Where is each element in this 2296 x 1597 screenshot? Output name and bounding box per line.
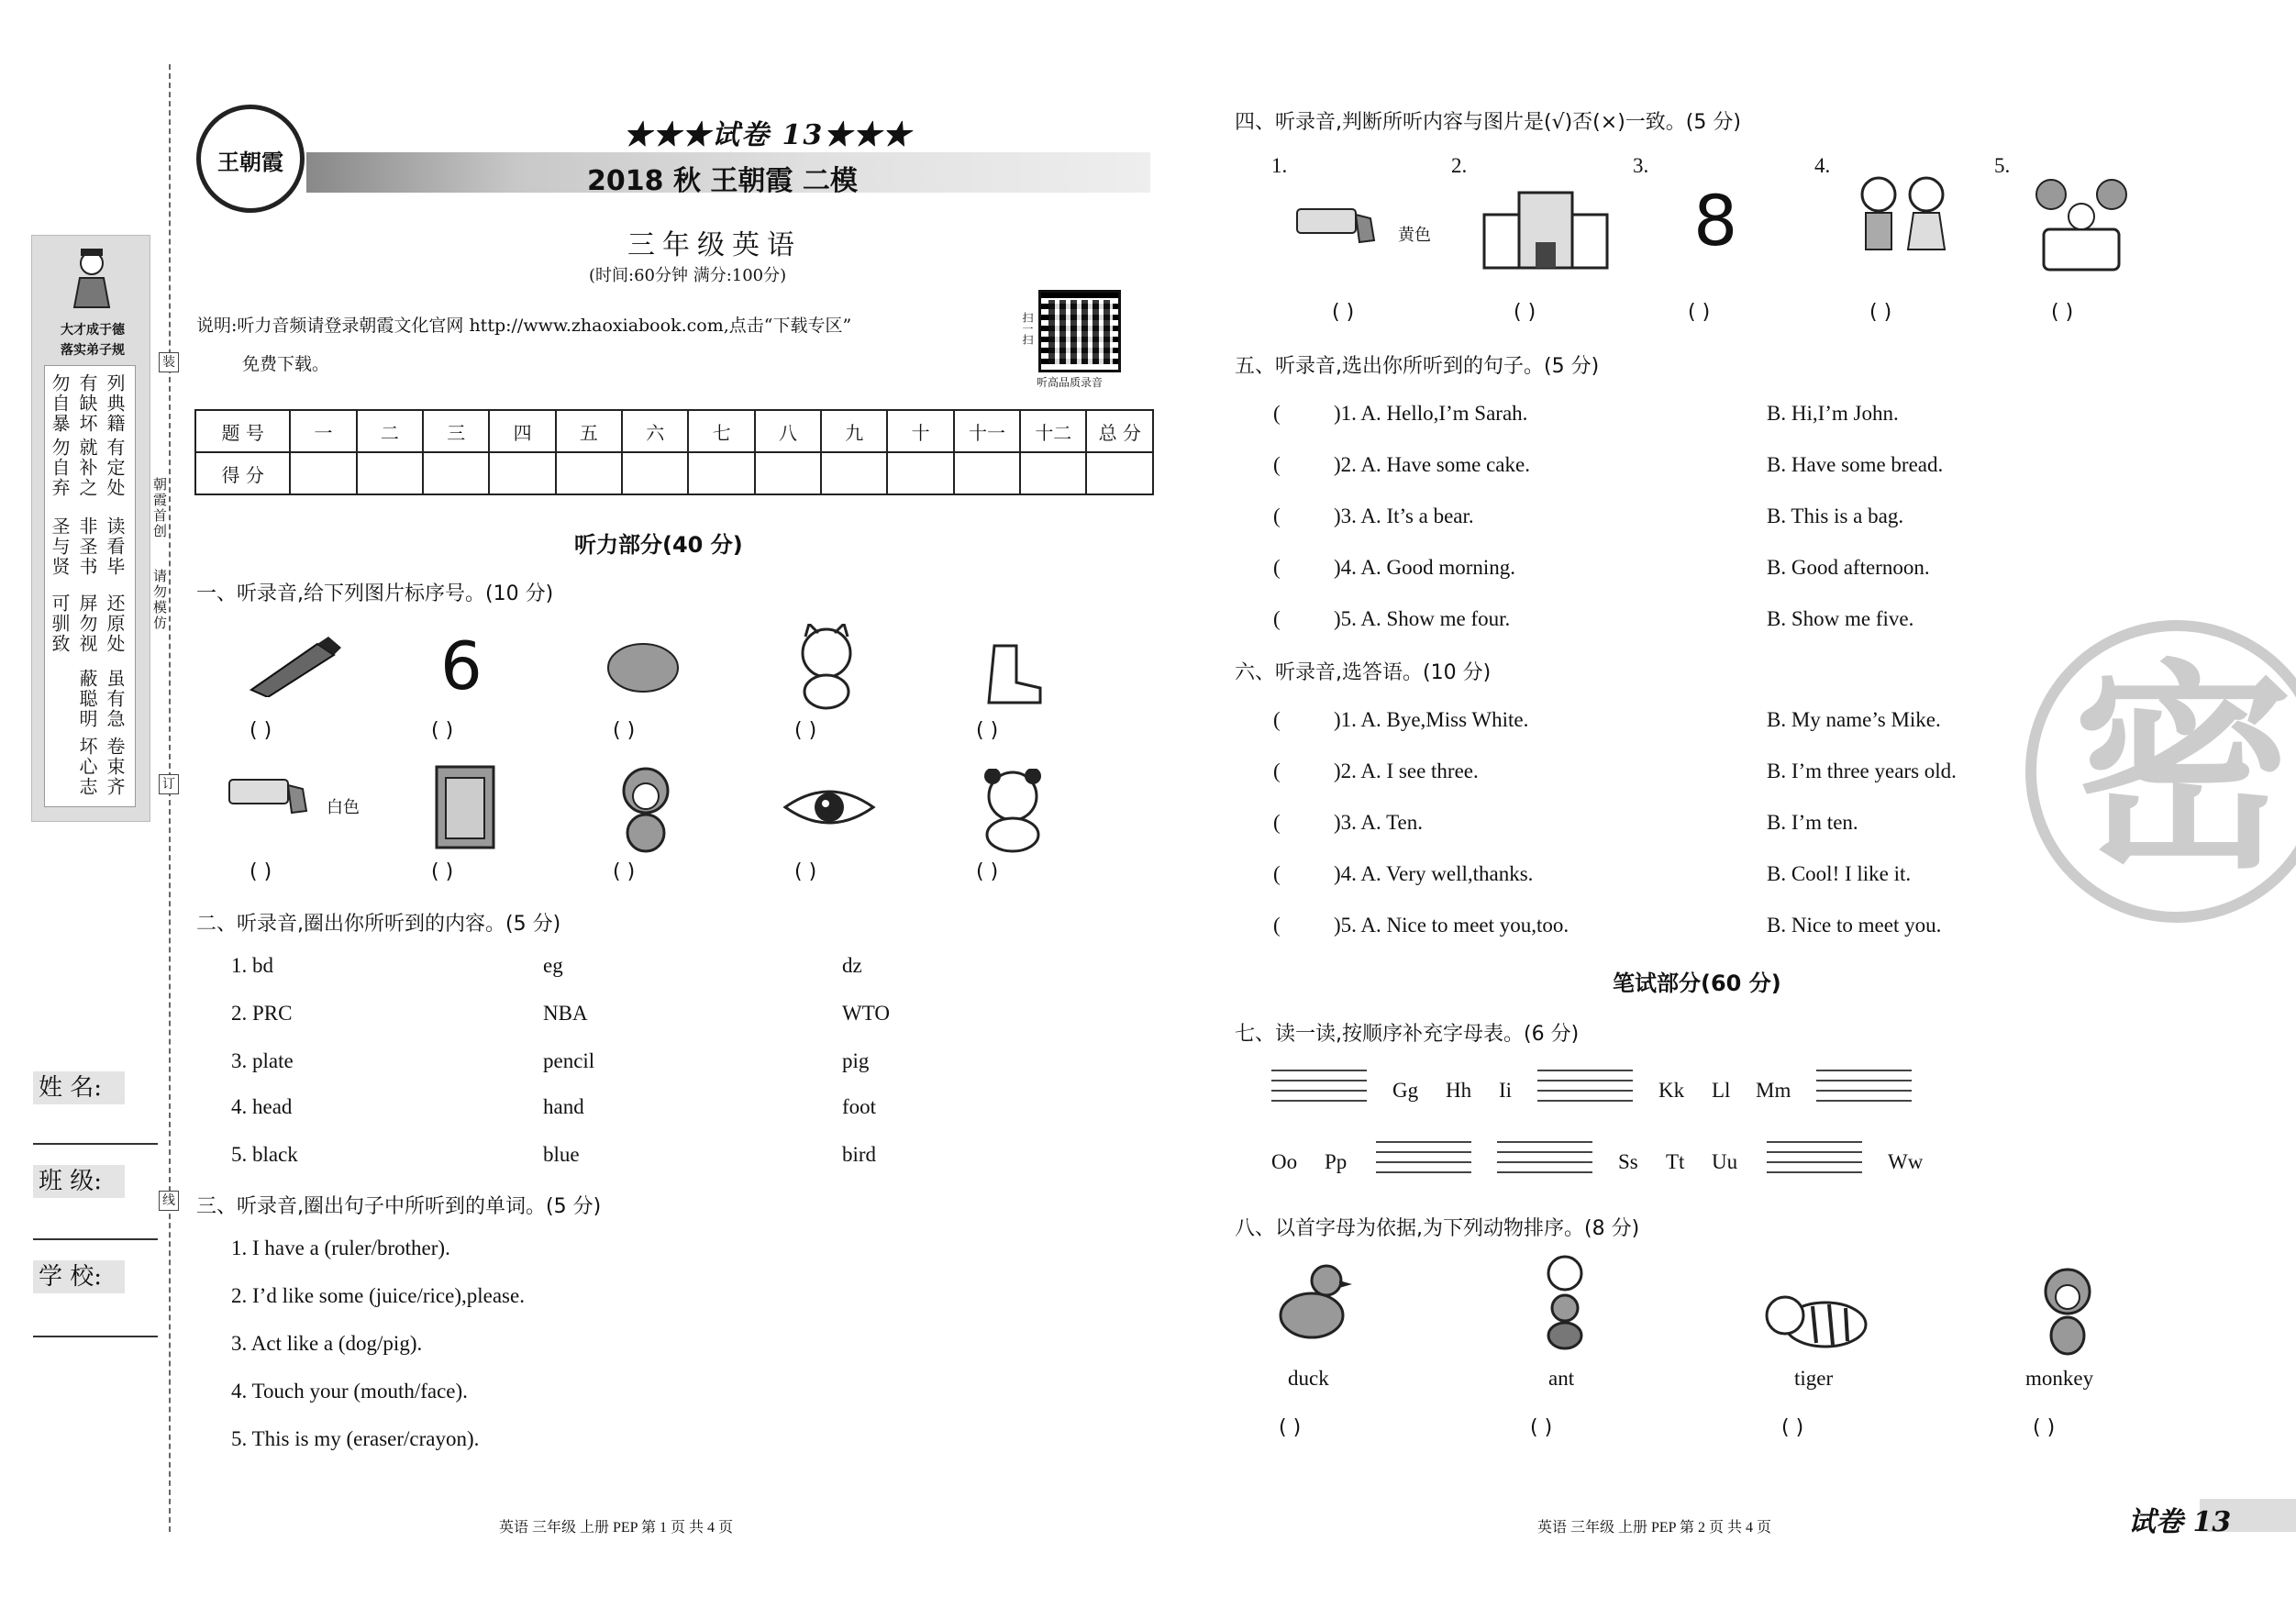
monkey-icon — [2031, 1266, 2104, 1359]
animal-name: tiger — [1794, 1367, 1834, 1390]
proverb-column: 圣与贤 — [49, 516, 71, 577]
score-cell[interactable] — [1086, 452, 1153, 494]
table-cell: 十二 — [1020, 410, 1086, 452]
table-cell: 得 分 — [195, 452, 290, 494]
q6-option-b[interactable]: B. My name’s Mike. — [1767, 708, 1941, 731]
q2-option[interactable]: hand — [543, 1095, 584, 1118]
answer-paren[interactable]: ( ) — [1530, 1416, 1553, 1439]
exam-title: 2018 秋 王朝霞 二模 — [587, 165, 858, 197]
cut-mark: 线 — [159, 1191, 179, 1211]
alphabet-blank[interactable] — [1537, 1070, 1633, 1110]
q4-number: 3. — [1633, 154, 1649, 177]
subject-title: 三年级英语 — [627, 229, 802, 261]
school-field-line[interactable] — [33, 1336, 158, 1337]
q4-number: 5. — [1994, 154, 2011, 177]
q6-option-a[interactable]: )2. A. I see three. — [1334, 760, 1479, 782]
q2-option[interactable]: foot — [842, 1095, 877, 1118]
class-field-label: 班 级: — [33, 1165, 125, 1198]
answer-paren[interactable]: ( ) — [794, 719, 817, 742]
score-cell[interactable] — [954, 452, 1020, 494]
q6-option-b[interactable]: B. Cool! I like it. — [1767, 862, 1912, 885]
q5-option-a[interactable]: )1. A. Hello,I’m Sarah. — [1334, 402, 1528, 425]
q5-paren[interactable]: ( — [1273, 607, 1281, 630]
margin-note: 朝霞首创 — [151, 477, 168, 539]
eye-icon — [782, 782, 877, 837]
foot-icon — [980, 642, 1044, 710]
alphabet-letter: Ww — [1888, 1150, 1924, 1173]
q3-sentence[interactable]: 2. I’d like some (juice/rice),please. — [231, 1284, 525, 1307]
q6-option-a[interactable]: )3. A. Ten. — [1334, 811, 1423, 834]
score-cell[interactable] — [1020, 452, 1086, 494]
name-field-label: 姓 名: — [33, 1071, 125, 1104]
alphabet-letter: Oo — [1271, 1150, 1298, 1173]
proverb-column: 非圣书 — [76, 516, 98, 577]
name-field-line[interactable] — [33, 1143, 158, 1145]
q2-option[interactable]: 4. head — [231, 1095, 293, 1118]
proverb-column: 蔽聪明 — [76, 669, 98, 729]
q2-option[interactable]: 2. PRC — [231, 1002, 293, 1025]
animal-name: ant — [1548, 1367, 1575, 1390]
q4-number: 4. — [1814, 154, 1831, 177]
answer-paren[interactable]: ( ) — [794, 860, 817, 883]
proverb-box — [44, 365, 136, 807]
answer-paren[interactable]: ( ) — [431, 719, 454, 742]
q2-option[interactable]: WTO — [842, 1002, 890, 1025]
q4-heading: 四、听录音,判断所听内容与图片是(√)否(×)一致。(5 分) — [1235, 111, 1741, 134]
writing-section-title: 笔试部分(60 分) — [1613, 970, 1781, 996]
q2-option[interactable]: pencil — [543, 1049, 595, 1072]
animal-name: duck — [1288, 1367, 1329, 1390]
school-field-label: 学 校: — [33, 1260, 125, 1293]
alphabet-blank[interactable] — [1767, 1141, 1862, 1181]
q6-paren[interactable]: ( — [1273, 811, 1281, 834]
table-cell: 三 — [423, 410, 489, 452]
seal-character: 密 — [2073, 639, 2294, 898]
alphabet-blank[interactable] — [1271, 1070, 1367, 1110]
footer-left: 英语 三年级 上册 PEP 第 1 页 共 4 页 — [499, 1520, 733, 1536]
proverb-column: 勿自弃 — [49, 438, 71, 498]
table-cell: 六 — [622, 410, 688, 452]
logo-text: 王朝霞 — [217, 149, 283, 175]
q5-option-a[interactable]: )5. A. Show me four. — [1334, 607, 1511, 630]
q5-option-a[interactable]: )2. A. Have some cake. — [1334, 453, 1530, 476]
q5-paren[interactable]: ( — [1273, 402, 1281, 425]
footer-badge: 试卷 13 — [2128, 1506, 2232, 1538]
motto-line-1: 大才成于德 — [61, 323, 125, 338]
q6-paren[interactable]: ( — [1273, 760, 1281, 782]
download-note: 说明:听力音频请登录朝霞文化官网 http://www.zhaoxiabook.com,点击“下载专区” — [196, 316, 852, 336]
egg-icon — [605, 640, 681, 699]
q3-sentence[interactable]: 4. Touch your (mouth/face). — [231, 1380, 468, 1403]
number-six-icon: 6 — [440, 627, 482, 704]
alphabet-letter: Tt — [1666, 1150, 1685, 1173]
table-cell: 十一 — [954, 410, 1020, 452]
q4-number: 2. — [1451, 154, 1468, 177]
proverb-column: 有定处 — [104, 438, 126, 498]
brand-logo — [196, 105, 305, 213]
q3-sentence[interactable]: 1. I have a (ruler/brother). — [231, 1237, 450, 1259]
time-info: (时间:60分钟 满分:100分) — [589, 266, 787, 285]
alphabet-letter: Gg — [1392, 1079, 1419, 1102]
q4-number: 1. — [1271, 154, 1288, 177]
cat-icon — [791, 624, 862, 714]
q3-heading: 三、听录音,圈出句子中所听到的单词。(5 分) — [196, 1195, 602, 1218]
q2-option[interactable]: 1. bd — [231, 954, 273, 977]
answer-paren[interactable]: ( ) — [976, 719, 999, 742]
alphabet-letter: Pp — [1325, 1150, 1348, 1173]
table-cell: 十 — [887, 410, 953, 452]
ant-icon — [1530, 1253, 1600, 1354]
proverb-column: 屏勿视 — [76, 593, 98, 654]
yellow-paint-icon — [1293, 200, 1385, 255]
q5-option-b[interactable]: B. Have some bread. — [1767, 453, 1944, 476]
q5-option-b[interactable]: B. Good afternoon. — [1767, 556, 1930, 579]
score-cell[interactable] — [357, 452, 423, 494]
alphabet-blank[interactable] — [1376, 1141, 1471, 1181]
q6-option-a[interactable]: )4. A. Very well,thanks. — [1334, 862, 1534, 885]
score-cell[interactable] — [290, 452, 356, 494]
q6-heading: 六、听录音,选答语。(10 分) — [1235, 661, 1492, 684]
proverb-column: 虽有急 — [104, 669, 126, 729]
white-color-label: 白色 — [327, 798, 360, 817]
proverb-column: 还原处 — [104, 593, 126, 654]
download-note-2: 免费下载。 — [242, 354, 330, 374]
answer-paren[interactable]: ( ) — [613, 860, 636, 883]
answer-paren[interactable]: ( ) — [2051, 301, 2074, 324]
pen-icon — [244, 633, 345, 701]
monkey-icon — [605, 763, 686, 859]
q2-option[interactable]: 5. black — [231, 1143, 298, 1166]
alphabet-letter: Ss — [1618, 1150, 1638, 1173]
score-cell[interactable] — [423, 452, 489, 494]
q6-option-b[interactable]: B. I’m ten. — [1767, 811, 1858, 834]
cut-mark: 订 — [159, 774, 179, 794]
alphabet-letter: Kk — [1658, 1079, 1685, 1102]
answer-paren[interactable]: ( ) — [1781, 1416, 1804, 1439]
q2-option[interactable]: eg — [543, 954, 563, 977]
answer-paren[interactable]: ( ) — [613, 719, 636, 742]
table-cell: 五 — [556, 410, 622, 452]
table-cell: 总 分 — [1086, 410, 1153, 452]
class-field-line[interactable] — [33, 1238, 158, 1240]
white-paint-icon — [226, 771, 317, 826]
school-building-icon — [1482, 187, 1609, 273]
q3-sentence[interactable]: 5. This is my (eraser/crayon). — [231, 1427, 480, 1450]
alphabet-letter: Ll — [1712, 1079, 1731, 1102]
proverb-column: 读看毕 — [104, 516, 126, 577]
q5-option-b[interactable]: B. Hi,I’m John. — [1767, 402, 1899, 425]
qr-side-label: 扫一扫 — [1021, 312, 1034, 345]
q5-option-a[interactable]: )4. A. Good morning. — [1334, 556, 1516, 579]
scholar-icon — [67, 245, 116, 309]
q2-option[interactable]: 3. plate — [231, 1049, 294, 1072]
tiger-icon — [1761, 1288, 1869, 1356]
qr-code-icon[interactable] — [1038, 290, 1121, 372]
paper-label: ★★★试卷 13★★★ — [624, 119, 913, 151]
score-cell[interactable] — [622, 452, 688, 494]
alphabet-letter: Mm — [1756, 1079, 1791, 1102]
animal-name: monkey — [2025, 1367, 2094, 1390]
score-table — [194, 409, 1154, 495]
score-cell[interactable] — [489, 452, 555, 494]
door-icon — [435, 765, 495, 853]
q2-option[interactable]: blue — [543, 1143, 580, 1166]
q2-option[interactable]: bird — [842, 1143, 877, 1166]
q1-heading: 一、听录音,给下列图片标序号。(10 分) — [196, 582, 554, 605]
answer-paren[interactable]: ( ) — [976, 860, 999, 883]
answer-paren[interactable]: ( ) — [431, 860, 454, 883]
q6-option-b[interactable]: B. Nice to meet you. — [1767, 914, 1942, 937]
answer-paren[interactable]: ( ) — [1514, 301, 1536, 324]
q5-option-b[interactable]: B. This is a bag. — [1767, 505, 1904, 527]
q8-heading: 八、以首字母为依据,为下列动物排序。(8 分) — [1235, 1217, 1640, 1240]
answer-paren[interactable]: ( ) — [1332, 301, 1355, 324]
q6-option-b[interactable]: B. I’m three years old. — [1767, 760, 1957, 782]
q2-heading: 二、听录音,圈出你所听到的内容。(5 分) — [196, 913, 561, 936]
q5-paren[interactable]: ( — [1273, 505, 1281, 527]
yellow-color-label: 黄色 — [1398, 226, 1431, 245]
answer-paren[interactable]: ( ) — [2033, 1416, 2056, 1439]
qr-caption: 听高品质录音 — [1037, 376, 1104, 389]
number-eight-icon: 8 — [1693, 180, 1738, 261]
answer-paren[interactable]: ( ) — [250, 860, 272, 883]
score-table-header-row — [195, 410, 1153, 452]
q5-option-a[interactable]: )3. A. It’s a bear. — [1334, 505, 1474, 527]
duck-icon — [1275, 1262, 1354, 1352]
alphabet-letter: Uu — [1712, 1150, 1738, 1173]
q5-paren[interactable]: ( — [1273, 453, 1281, 476]
q2-option[interactable]: NBA — [543, 1002, 588, 1025]
q2-option[interactable]: dz — [842, 954, 862, 977]
panda-icon — [974, 769, 1051, 857]
motto-line-2: 落实弟子规 — [61, 343, 125, 358]
score-cell[interactable] — [887, 452, 953, 494]
confidential-seal — [2025, 620, 2296, 923]
q7-heading: 七、读一读,按顺序补充字母表。(6 分) — [1235, 1023, 1580, 1046]
boy-and-girl-icon — [1853, 174, 1954, 275]
answer-paren[interactable]: ( ) — [1279, 1416, 1302, 1439]
alphabet-blank[interactable] — [1497, 1141, 1592, 1181]
birthday-cake-icon — [2031, 174, 2132, 281]
table-cell: 一 — [290, 410, 356, 452]
score-cell[interactable] — [821, 452, 887, 494]
table-cell: 四 — [489, 410, 555, 452]
proverb-column: 就补之 — [76, 438, 98, 498]
proverb-column: 坏心志 — [76, 737, 98, 797]
score-table-score-row — [195, 452, 1153, 494]
q5-paren[interactable]: ( — [1273, 556, 1281, 579]
q6-paren[interactable]: ( — [1273, 862, 1281, 885]
footer-right: 英语 三年级 上册 PEP 第 2 页 共 4 页 — [1537, 1520, 1771, 1536]
proverb-column: 列典籍 — [104, 373, 126, 434]
q6-option-a[interactable]: )5. A. Nice to meet you,too. — [1334, 914, 1569, 937]
alphabet-letter: Ii — [1499, 1079, 1513, 1102]
q3-sentence[interactable]: 3. Act like a (dog/pig). — [231, 1332, 423, 1355]
score-cell[interactable] — [688, 452, 754, 494]
alphabet-letter: Hh — [1446, 1079, 1472, 1102]
proverb-column: 有缺坏 — [76, 373, 98, 434]
cut-mark: 装 — [159, 352, 179, 372]
proverb-column: 可驯致 — [49, 593, 71, 654]
answer-paren[interactable]: ( ) — [1869, 301, 1892, 324]
q5-heading: 五、听录音,选出你所听到的句子。(5 分) — [1235, 355, 1600, 378]
q5-option-b[interactable]: B. Show me five. — [1767, 607, 1914, 630]
binding-dashed-line — [169, 64, 171, 1532]
score-cell[interactable] — [755, 452, 821, 494]
q6-paren[interactable]: ( — [1273, 914, 1281, 937]
score-cell[interactable] — [556, 452, 622, 494]
proverb-column: 卷束齐 — [104, 737, 126, 797]
q6-paren[interactable]: ( — [1273, 708, 1281, 731]
q6-option-a[interactable]: )1. A. Bye,Miss White. — [1334, 708, 1529, 731]
margin-note: 请勿模仿 — [151, 569, 168, 631]
listening-section-title: 听力部分(40 分) — [574, 532, 743, 558]
q2-option[interactable]: pig — [842, 1049, 870, 1072]
answer-paren[interactable]: ( ) — [1688, 301, 1711, 324]
table-cell: 题 号 — [195, 410, 290, 452]
table-cell: 八 — [755, 410, 821, 452]
table-cell: 二 — [357, 410, 423, 452]
alphabet-blank[interactable] — [1816, 1070, 1912, 1110]
table-cell: 七 — [688, 410, 754, 452]
proverb-column: 勿自暴 — [49, 373, 71, 434]
table-cell: 九 — [821, 410, 887, 452]
answer-paren[interactable]: ( ) — [250, 719, 272, 742]
